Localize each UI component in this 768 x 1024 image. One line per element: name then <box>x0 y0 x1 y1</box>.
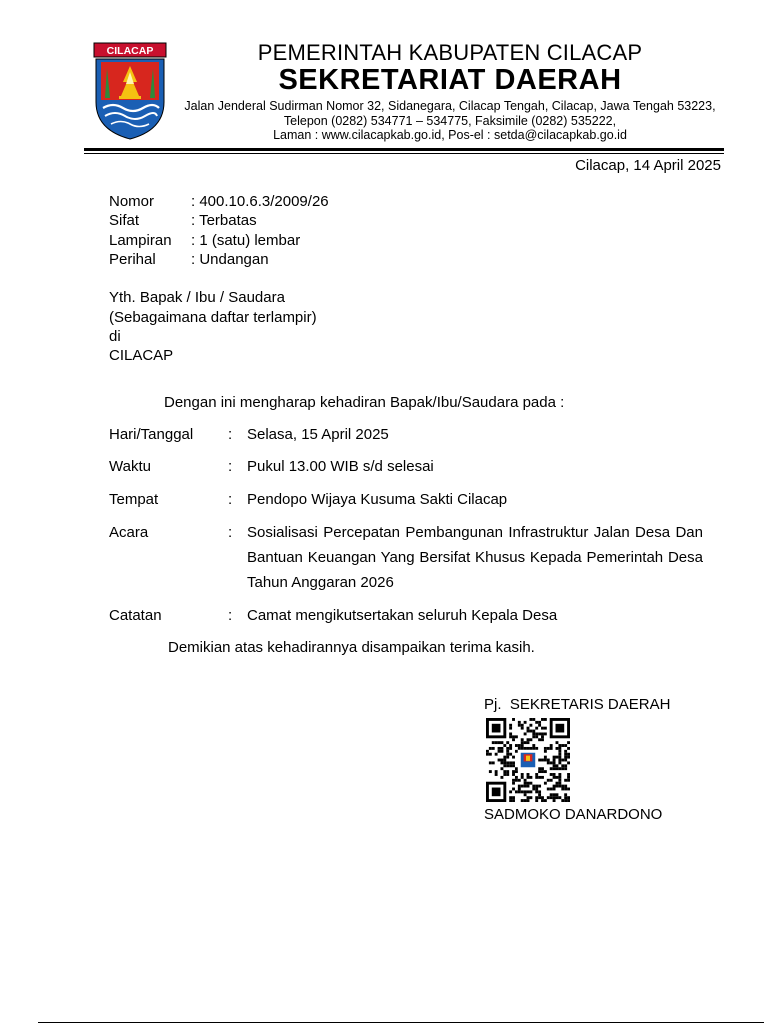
meta-row-nomor <box>109 193 329 210</box>
letterhead-line1: PEMERINTAH KABUPATEN CILACAP <box>257 40 643 65</box>
letterhead-line2: SEKRETARIAT DAERAH <box>278 64 622 96</box>
detail-value: Camat mengikutsertakan seluruh Kepala Desa <box>247 607 558 624</box>
detail-colon: : <box>228 426 233 443</box>
meta-row-perihal <box>109 251 269 268</box>
meta-row-lampiran <box>109 232 300 249</box>
letterhead-rule-thick <box>84 148 724 151</box>
signature-qr-code <box>484 718 572 802</box>
detail-colon: : <box>228 607 233 624</box>
detail-label: Tempat <box>109 491 159 508</box>
detail-colon: : <box>228 491 233 508</box>
detail-value: Pendopo Wijaya Kusuma Sakti Cilacap <box>247 491 508 508</box>
meta-value: : 400.10.6.3/2009/26 <box>191 193 329 210</box>
meta-label: Perihal <box>109 251 156 268</box>
recipient-line1: Yth. Bapak / Ibu / Saudara <box>109 289 285 306</box>
detail-label: Catatan <box>109 607 162 624</box>
meta-label: Sifat <box>109 212 140 229</box>
cilacap-coat-of-arms-logo <box>93 42 167 140</box>
recipient-line4: CILACAP <box>109 347 174 364</box>
logo-text: CILACAP <box>106 45 154 57</box>
recipient-line3: di <box>109 328 121 345</box>
closing-paragraph: Demikian atas kehadirannya disampaikan terima kasih. <box>168 639 535 656</box>
letter-date: Cilacap, 14 April 2025 <box>575 157 721 174</box>
meta-value: : Undangan <box>191 251 269 268</box>
letterhead-address1: Jalan Jenderal Sudirman Nomor 32, Sidanegara, Cilacap Tengah, Cilacap, Jawa Tengah 53223, <box>184 99 716 113</box>
meta-value: : 1 (satu) lembar <box>191 232 301 249</box>
detail-colon: : <box>228 524 233 541</box>
detail-value: Selasa, 15 April 2025 <box>247 426 389 443</box>
detail-colon: : <box>228 458 233 475</box>
signature-title: Pj. SEKRETARIS DAERAH <box>484 696 671 713</box>
letterhead-rule-thin <box>84 153 724 154</box>
meta-label: Lampiran <box>109 232 172 249</box>
detail-label: Hari/Tanggal <box>109 426 194 443</box>
signatory-name: SADMOKO DANARDONO <box>484 806 663 823</box>
detail-label: Waktu <box>109 458 151 475</box>
letterhead-address2: Telepon (0282) 534771 – 534775, Faksimile (0282) 535222, <box>283 114 617 128</box>
detail-label: Acara <box>109 524 149 541</box>
recipient-line2: (Sebagaimana daftar terlampir) <box>109 309 317 326</box>
detail-value: Pukul 13.00 WIB s/d selesai <box>247 458 434 475</box>
detail-value: Sosialisasi Percepatan Pembangunan Infrastruktur Jalan Desa Dan Bantuan Keuangan Yang Bersifat Khusus Kepada Pemerintah Desa Tahun Anggaran 2026 <box>247 524 703 591</box>
meta-row-sifat <box>109 212 257 229</box>
meta-label: Nomor <box>109 193 155 210</box>
letterhead-address3: Laman : www.cilacapkab.go.id, Pos-el : setda@cilacapkab.go.id <box>273 128 627 142</box>
intro-paragraph: Dengan ini mengharap kehadiran Bapak/Ibu/Saudara pada : <box>164 394 565 411</box>
meta-value: : Terbatas <box>191 212 257 229</box>
page-bottom-line <box>38 1022 764 1023</box>
